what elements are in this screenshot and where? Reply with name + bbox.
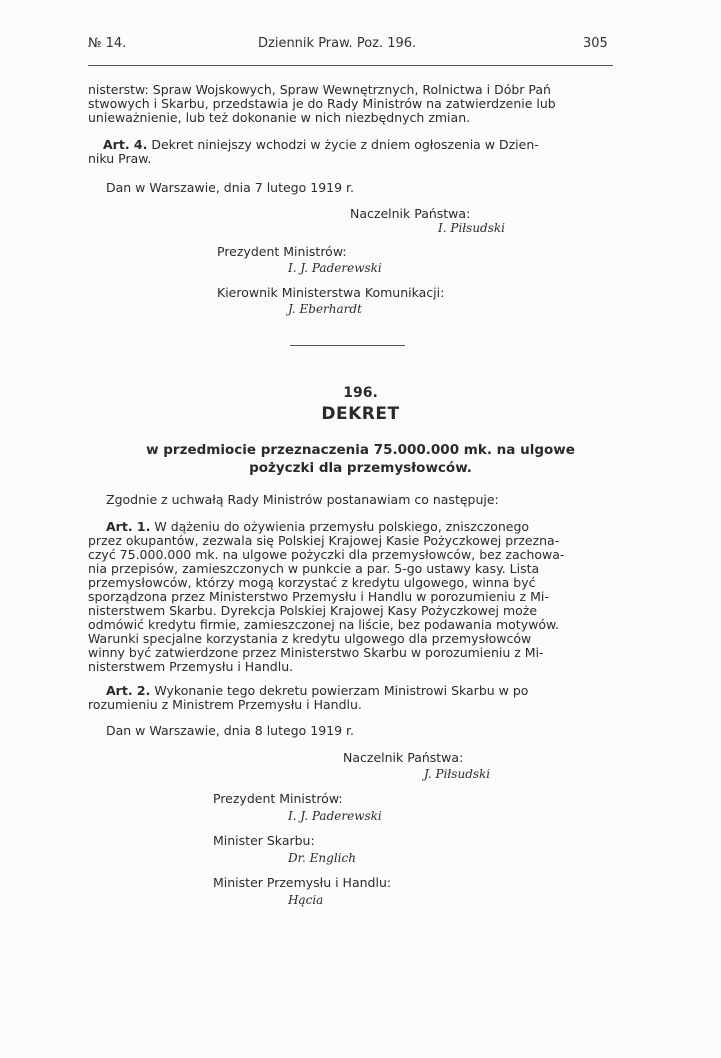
- d-sig4-name: Hącia: [288, 893, 324, 907]
- decree2-date: Dan w Warszawie, dnia 8 lutego 1919 r.: [106, 723, 354, 738]
- art1-paragraph: [106, 520, 529, 533]
- art1-line: nisterstwem Skarbu. Dyrekcja Polskiej Krajowej Kasy Pożyczkowej może: [88, 603, 538, 618]
- decree1-date: Dan w Warszawie, dnia 7 lutego 1919 r.: [106, 180, 354, 195]
- d-sig3-name: Dr. Englich: [288, 851, 356, 865]
- art1-label: Art. 1.: [106, 519, 151, 534]
- sig2-title: Prezydent Ministrów:: [217, 244, 347, 259]
- art4-line-2: niku Praw.: [88, 151, 152, 166]
- sig1-title: Naczelnik Państwa:: [350, 206, 471, 221]
- art1-line: odmówić kredytu firmie, zamieszczonej na liście, bez podawania motywów.: [88, 617, 560, 632]
- section-separator: [290, 345, 405, 346]
- art2-label: Art. 2.: [106, 683, 151, 698]
- continuation-line-3: unieważnienie, lub też dokonanie w nich niezbędnych zmian.: [88, 110, 471, 125]
- journal-title: Dziennik Praw. Poz. 196.: [258, 36, 417, 51]
- d-sig3-title: Minister Skarbu:: [213, 833, 315, 848]
- d-sig2-title: Prezydent Ministrów:: [213, 791, 343, 806]
- sig2-name: I. J. Paderewski: [288, 261, 382, 275]
- decree-subtitle-1: w przedmiocie przeznaczenia 75.000.000 mk. na ulgowe: [146, 442, 575, 458]
- page-number: 305: [583, 36, 608, 51]
- art4-text: Dekret niniejszy wchodzi w życie z dniem ogłoszenia w Dzien-: [151, 137, 539, 152]
- art1-line: nia przepisów, zamieszczonych w punkcie a par. 5-go ustawy kasy. Lista: [88, 561, 540, 576]
- art4-paragraph: [103, 138, 539, 151]
- d-sig4-title: Minister Przemysłu i Handlu:: [213, 875, 392, 890]
- art1-line: sporządzona przez Ministerstwo Przemysłu i Handlu w porozumieniu z Mi-: [88, 589, 549, 604]
- sig3-name: J. Eberhardt: [288, 302, 362, 316]
- art4-label: Art. 4.: [103, 137, 148, 152]
- decree-subtitle-2: pożyczki dla przemysłowców.: [249, 460, 472, 476]
- d-sig1-name: J. Piłsudski: [424, 767, 491, 781]
- art1-first-line: W dążeniu do ożywienia przemysłu polskiego, zniszczonego: [154, 519, 530, 534]
- header-rule: [88, 65, 613, 66]
- sig3-title: Kierownik Ministerstwa Komunikacji:: [217, 285, 445, 300]
- art2-paragraph: [106, 684, 528, 697]
- art1-line: czyć 75.000.000 mk. na ulgowe pożyczki dla przemysłowców, bez zachowa-: [88, 547, 565, 562]
- d-sig1-title: Naczelnik Państwa:: [343, 750, 464, 765]
- decree-title: DEKRET: [321, 404, 400, 424]
- art1-line: winny być zatwierdzone przez Ministerstwo Skarbu w porozumieniu z Mi-: [88, 645, 544, 660]
- art1-line: przemysłowców, którzy mogą korzystać z kredytu ulgowego, winna być: [88, 575, 536, 590]
- decree-intro: Zgodnie z uchwałą Rady Ministrów postanawiam co następuje:: [106, 492, 499, 507]
- continuation-line-1: nisterstw: Spraw Wojskowych, Spraw Wewnętrznych, Rolnictwa i Dóbr Pań: [88, 82, 551, 97]
- d-sig2-name: I. J. Paderewski: [288, 809, 382, 823]
- continuation-line-2: stwowych i Skarbu, przedstawia je do Rady Ministrów na zatwierdzenie lub: [88, 96, 556, 111]
- art1-line: przez okupantów, zezwala się Polskiej Krajowej Kasie Pożyczkowej przezna-: [88, 533, 560, 548]
- art1-line: nisterstwem Przemysłu i Handlu.: [88, 659, 294, 674]
- art2-first-line: Wykonanie tego dekretu powierzam Ministrowi Skarbu w po: [154, 683, 529, 698]
- decree-number: 196.: [343, 385, 378, 401]
- art1-line: Warunki specjalne korzystania z kredytu ulgowego dla przemysłowców: [88, 631, 532, 646]
- art2-line-2: rozumieniu z Ministrem Przemysłu i Handlu.: [88, 697, 362, 712]
- issue-number: № 14.: [88, 36, 127, 51]
- page-header: [0, 36, 721, 54]
- sig1-name: I. Piłsudski: [438, 221, 506, 235]
